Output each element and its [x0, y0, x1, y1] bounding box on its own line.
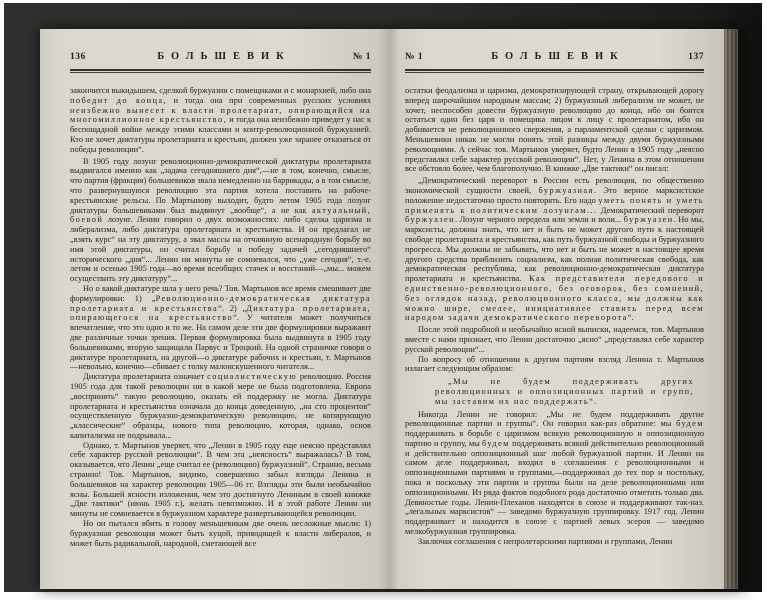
body-text: “. [627, 313, 634, 323]
emphasized-text: актуальный, боевой [70, 205, 371, 225]
right-page-content [405, 86, 704, 547]
scan-background [4, 3, 762, 592]
body-text: Заключая соглашения с непролетарскими партиями и группами, Ленин [418, 536, 673, 546]
emphasized-text: буржуазная [538, 185, 594, 195]
paragraph [405, 537, 704, 547]
paragraph [70, 372, 371, 441]
body-text: В 1905 году лозунг революционно-демократической диктатуры пролетариата выдвигался именно как „задача сегодняшнего дня“,—не в том, конечно, смысле, что партия (фракция) большевиков звала немедленно на баррикады, а в том смысле, что развернувшуюся революцию эта партия хотела поставить на рабоче-крестьянские рельсы. По Мартынову выходит, будто летом 1905 года лозунг диктатуры большевиками был выдвинут „вообще“, а не как [70, 156, 371, 215]
body-text: Диктатура пролетариата означает [83, 372, 208, 382]
emphasized-text: „Мы не будем поддерживать других революционных и оппозиционных партий и групп, мы заставим их нас поддержать“. [435, 377, 694, 406]
emphasized-text: уметь понять и уметь применять к политическим лозунгам... [405, 195, 704, 215]
journal-title: БОЛЬШЕВИК [157, 51, 291, 62]
paragraph [405, 410, 704, 537]
page-edge-stack [724, 29, 744, 589]
paragraph [70, 86, 371, 155]
body-text: революцию. Россия 1905 года для такой революции ни в какой мере не была подготовлена. Европа „воспринять“ такую революцию, оказать ей поддержку не могла. Диктатура пролетариата и крестьянства означала до конца доведенную, „на сто процентов“ осуществленную буржуазно-демократическую революцию, не копирующую „классические“ образцы, нового типа революцию, которая, однако, основ капитализма не подрывала... [70, 372, 371, 440]
body-text: остатки феодализма и царизма, демократизирующей страну, открывающей дорогу вперед широчайшим народным массам; 2) буржуазный либерализм не может, не хочет, неспособен довести буржуазную революцию до конца, ибо он боится остаться один без царя и помещика лицом к лицу с пролетариатом, ибо он добивается не революционного свержения, а парламентской сделки с царизмом. Меньшевики никак не могли понять этой разницы между двумя буржуазными революциями. А сейчас тов. Мартынов уверяет, будто Ленин в 1905 году „неясно представлял себе характер русской революции“. Нет, у Ленина в этом отношении все обстояло более, чем благополучно. В книжке „Две тактики“ он писал: [405, 86, 704, 174]
left-page [40, 29, 389, 589]
body-text: поддерживать в борьбе с царизмом всякую революционную и оппозиционную партию и группу, мы [405, 429, 704, 448]
left-page-number: 136 [70, 52, 86, 62]
issue-number: № 1 [405, 52, 424, 62]
body-text: Но о какой диктатуре шла у него речь? Тов. Мартынов все время смешивает две формулировки: 1) „ [70, 283, 371, 303]
right-page [389, 29, 724, 589]
left-page-header [70, 51, 371, 67]
paragraph [70, 441, 371, 519]
header-rule [405, 69, 704, 73]
body-text: Однако, т. Мартынов уверяет, что „Ленин в 1905 году еще неясно представлял себе характер русской революции“. В чем эта „неясность“ выражалась? В том, оказывается, что Ленин „еще считал ее (революцию) буржуазной“. Странно, весьма странно! Тов. Мартынов, видимо, совершенно забыл взгляды Ленина и большевиков на характер революции 1905—06 гг. Взгляды эти были необычайно ясны. Большей ясности изложения, чем это достигнуто Лениным в своей книжке „Две тактики“ (июнь 1905 г.), желать невозможно. И в этой работе Ленин ни минуты не сомневается в буржуазном характере развертывающейся революции. [70, 440, 371, 519]
left-page-content [70, 86, 371, 548]
paragraph [70, 519, 371, 548]
body-text: . Это верное марксистское положение недостаточно просто повторять. Его надо [405, 185, 705, 205]
body-text: лозунг. Ленин говорил о двух возможностях: либо сделка царизма и либерализма, либо диктатура пролетариата и крестьянства. И он предлагал не „взять курс“ на эту диктатуру, а звал массы на отчаянную всенародную борьбу во имя этой диктатуры, он считал борьбу и победу задачей „сегодняшнего“ исторического „дня“... Ленин ни минуты не сомневался, что „уже сегодня“, т.-е. летом и осенью 1905 года—во время всеобщих стачек и восстаний—„мы... можем осуществить эту диктатуру“... [70, 215, 371, 284]
paragraph [405, 86, 704, 174]
body-text: закончится выкидышем, сделкой буржуазии с помещиками и с монархией, либо она [70, 86, 371, 95]
body-text: и тогда она при современных русских условиях [166, 95, 372, 105]
body-text: и тогда она неизбежно приведет у нас к беспощадной войне между этими классами и контр-революционной буржуазией. Кто не хочет диктатуры пролетариата и крестьян, должен уже заранее отказаться от победы революции“. [70, 115, 372, 154]
book-spread [40, 29, 744, 589]
emphasized-text: буржуазен [405, 215, 456, 225]
body-text: поддерживать всякий действительно революционный и действительно оппозиционный шаг любой буржуазной партии. И Ленин на самом деле поддерживал, входил в соглашения с революционными и оппозиционными партиями и группами,—поддерживал до тех пор и постольку, пока и поскольку эти партии и группы были на деле революционными или оппозиционными. Из ряда фактов подобного рода достаточно отметить только два. Девяностые годы. Ленин-Плеханов находятся в союзе и поддерживают так-наз. „легальных марксистов“ — заведомо буржуазную группировку. 1917 год. Ленин поддерживает и находится в союзе с партией левых эсеров — заведомо мелкобуржуазная группировка. [405, 438, 704, 537]
emphasized-text: Революционно-демократическая диктатура пролетариата и крестьянства [70, 293, 371, 313]
body-text: Но он пытался вбить в голову меньшевикам две очень несложные мысли: 1) буржуазная революция может быть куцой, приводящей к власти либералов, и может быть радикальной, народной, сметающей все [70, 519, 371, 548]
issue-number: № 1 [352, 52, 371, 62]
body-text: „Демократический переворот в России есть революция, по общественно экономической сущности своей, [405, 176, 704, 195]
body-text: “. У читателя может получиться впечатление, что это одно и то же. На самом деле эти две формулировки выражают две различные точки зрения. Первая формулировка была выдвинута в 1905 году большевиками, вторую защищали Парвус и Троцкий. На одной страничке говоря о диктатуре пролетариата, на другой—о диктатуре рабочих и крестьян, т. Мартынов—невольно, конечно—сбивает с толку малоискушенного читателя... [70, 313, 372, 372]
body-text: . Но мы, марксисты, должны знать, что нет и быть не может другого пути к настоящей свободе пролетариата и крестьянства, как путь буржуазной свободы и буржуазного прогресса. Мы должны не забывать, что нет и быть не может в настоящее время другого средства приблизить социализм, как полная политическая свобода, как демократическая республика, как революционно-демократическая диктатура пролетариата и крестьянства. [405, 215, 704, 284]
emphasized-text: неизбежно вынесет к власти пролетариат, опирающийся на многомиллионное крестьянство, [70, 105, 371, 125]
paragraph [405, 355, 704, 375]
journal-title: БОЛЬШЕВИК [491, 51, 625, 62]
emphasized-text: социалистическую [207, 372, 297, 382]
body-text: По вопросу об отношении к другим партиям взгляд Ленина т. Мартынов излагает следующим образом: [405, 354, 704, 374]
emphasized-text: Диктатура пролетариата, опирающегося на крестьянство [70, 303, 371, 323]
paragraph [405, 325, 704, 354]
body-text: . Лозунг черного передела или земли и воли... [455, 215, 624, 225]
body-text: Никогда Ленин не говорил: „Мы не будем поддерживать другие революционные партии и группы“. Он говорил как-раз обратное: мы [405, 409, 704, 429]
paragraph [435, 377, 694, 406]
body-text: После этой подробной и необычайно ясной выписки, надеемся, тов. Мартынов вместе с нами признает, что Ленин достаточно „ясно“ „представлял себе характер русской революции“... [405, 325, 704, 354]
emphasized-text: будем [482, 438, 510, 448]
right-page-number: 137 [688, 52, 704, 62]
paragraph [70, 157, 371, 284]
emphasized-text: Как представители передового и единственно-революционного, без оговорок, без сомнений, без оглядок назад, революционного класса, мы должны как можно шире, смелее, инициативнее ставить перед всем народом задачи демократического переворота [405, 274, 704, 323]
body-text: Демократический переворот [597, 205, 705, 215]
emphasized-text: буржуазен [623, 215, 674, 225]
paragraph [70, 284, 371, 372]
emphasized-text: победит до конца, [70, 95, 167, 105]
right-page-header [405, 51, 704, 67]
emphasized-text: будем [676, 419, 704, 429]
body-text: “. 2) „ [218, 303, 247, 313]
header-rule [70, 69, 371, 73]
paragraph [405, 176, 704, 323]
